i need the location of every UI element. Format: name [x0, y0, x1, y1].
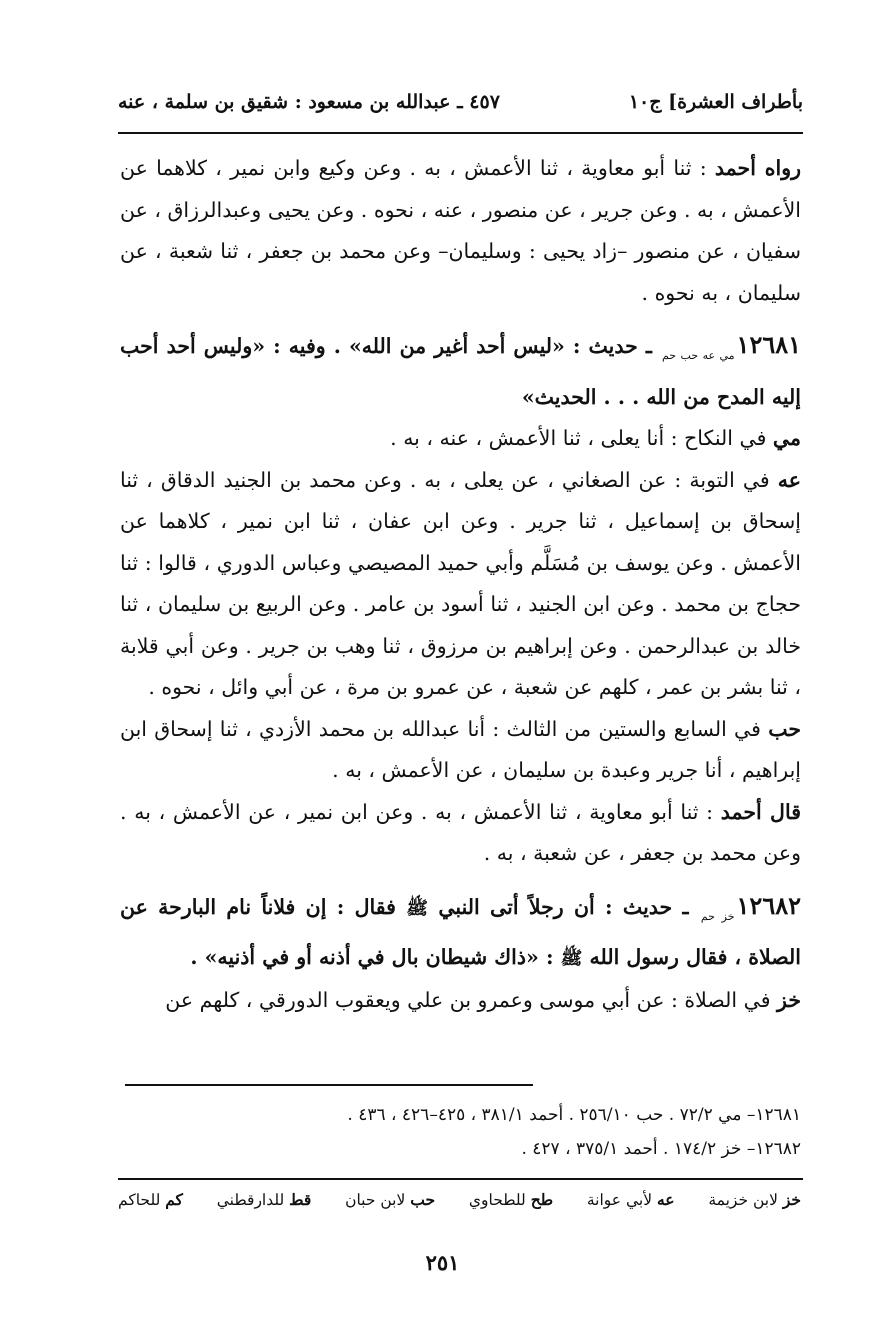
paragraph-ahmad	[120, 792, 801, 875]
header-chapter-title: ٤٥٧ ـ عبدالله بن مسعود : شقيق بن سلمة ، عنه	[118, 91, 500, 113]
legend-item: طح للطحاوي	[468, 1190, 554, 1209]
source-keyword: قال أحمد	[720, 799, 801, 824]
legend-item: عه لأبي عوانة	[586, 1190, 675, 1209]
footnote-12681: ١٢٦٨١– مي ٧٢/٢ . حب ٢٥٦/١٠ . أحمد ٣٨١/١ ، ٤٢٥–٤٢٦ ، ٤٣٦ .	[347, 1105, 801, 1125]
legend-divider	[118, 1178, 803, 1180]
source-abbreviations: مي عه حب حم	[661, 349, 735, 362]
salutation-glyph: ﷺ	[406, 897, 429, 919]
hadith-number: ١٢٦٨٢	[736, 890, 801, 920]
salutation-glyph: ﷺ	[560, 948, 583, 969]
hadith-text-a: ـ حديث : أن رجلاً أتى النبي	[428, 894, 699, 919]
source-keyword: مي	[772, 426, 801, 450]
hadith-text-b: فقال : إن فلاناً نام البارحة عن الصلاة ، فقال رسول الله	[120, 894, 801, 969]
footnotes	[120, 1098, 801, 1166]
paragraph-hb	[120, 709, 801, 792]
header-book-title: بأطراف العشرة] ج١٠	[628, 91, 803, 113]
legend-item: حب لابن حبان	[345, 1190, 436, 1209]
legend-item: خز لابن خزيمة	[708, 1190, 801, 1209]
paragraph-mi	[120, 418, 801, 460]
source-abbreviations: خز حم	[700, 909, 735, 923]
hadith-number: ١٢٦٨١	[736, 330, 801, 359]
legend-item: كم للحاكم	[118, 1190, 183, 1209]
paragraph-text: في الصلاة : عن أبي موسى وعمرو بن علي ويعقوب الدورقي ، كلهم عن	[165, 987, 778, 1012]
source-keyword: خز	[777, 987, 801, 1012]
footnote-divider	[125, 1084, 533, 1086]
paragraph-ah	[120, 460, 801, 709]
source-keyword: حب	[768, 716, 801, 741]
paragraph-text: : ثنا أبو معاوية ، ثنا الأعمش ، به . وعن وكيع وابن نمير ، كلاهما عن الأعمش ، به . وعن جرير ، عن منصور ، عنه ، نحوه . وعن يحيى وعبدالرزاق ، عن سفيان ، عن منصور –زاد يحيى : وسليمان– وعن محمد بن جعفر ، ثنا شعبة ، عن سليمان ، به نحوه .	[119, 156, 801, 305]
paragraph-text: : ثنا أبو معاوية ، ثنا الأعمش ، به . وعن ابن نمير ، عن الأعمش ، به . وعن محمد بن جعفر ، عن شعبة ، به .	[120, 799, 801, 865]
paragraph-khz	[120, 980, 801, 1022]
main-text	[120, 148, 801, 1021]
hadith-12682	[120, 885, 801, 980]
legend-item: قط للدارقطني	[216, 1190, 312, 1209]
hadith-text-c: : «ذاك شيطان بال في أذنه أو في أذنيه» .	[190, 945, 561, 969]
page-number: ٢٥١	[425, 1250, 460, 1275]
paragraph-text: في التوبة : عن الصغاني ، عن يعلى ، به . وعن محمد بن الجنيد الدقاق ، ثنا إسحاق بن إسماعيل ، ثنا جرير . وعن ابن عفان ، ثنا ابن نمير ، كلاهما عن الأعمش . وعن يوسف بن مُسَلَّم وأبي حميد المصيصي وعباس الدوري ، قالوا : ثنا حجاج بن محمد . وعن ابن الجنيد ، ثنا أسود بن عامر . وعن الربيع بن سليمان ، ثنا خالد بن عبدالرحمن . وعن إبراهيم بن مرزوق ، ثنا وهب بن جرير . وعن أبي قلابة ، ثنا بشر بن عمر ، كلهم عن شعبة ، عن عمرو بن مرة ، عن أبي وائل ، نحوه .	[120, 467, 801, 699]
hadith-12681	[120, 324, 801, 418]
paragraph-text: في النكاح : أنا يعلى ، ثنا الأعمش ، عنه ، به .	[390, 426, 773, 450]
running-header	[118, 82, 803, 122]
abbreviation-legend	[118, 1190, 801, 1209]
paragraph-ahmad-narration	[120, 148, 801, 314]
source-keyword: عه	[777, 467, 801, 492]
footnote-12682: ١٢٦٨٢– خز ١٧٤/٢ . أحمد ٣٧٥/١ ، ٤٢٧ .	[521, 1139, 801, 1159]
header-divider	[118, 132, 803, 134]
source-keyword: رواه أحمد	[714, 156, 801, 180]
hadith-text: ـ حديث : «ليس أحد أغير من الله» . وفيه : «وليس أحد أحب إليه المدح من الله . . . الحديث»	[120, 334, 801, 409]
paragraph-text: في السابع والستين من الثالث : أنا عبدالله بن محمد الأزدي ، ثنا إسحاق ابن إبراهيم ، أنا جرير وعبدة بن سليمان ، عن الأعمش ، به .	[120, 716, 801, 782]
